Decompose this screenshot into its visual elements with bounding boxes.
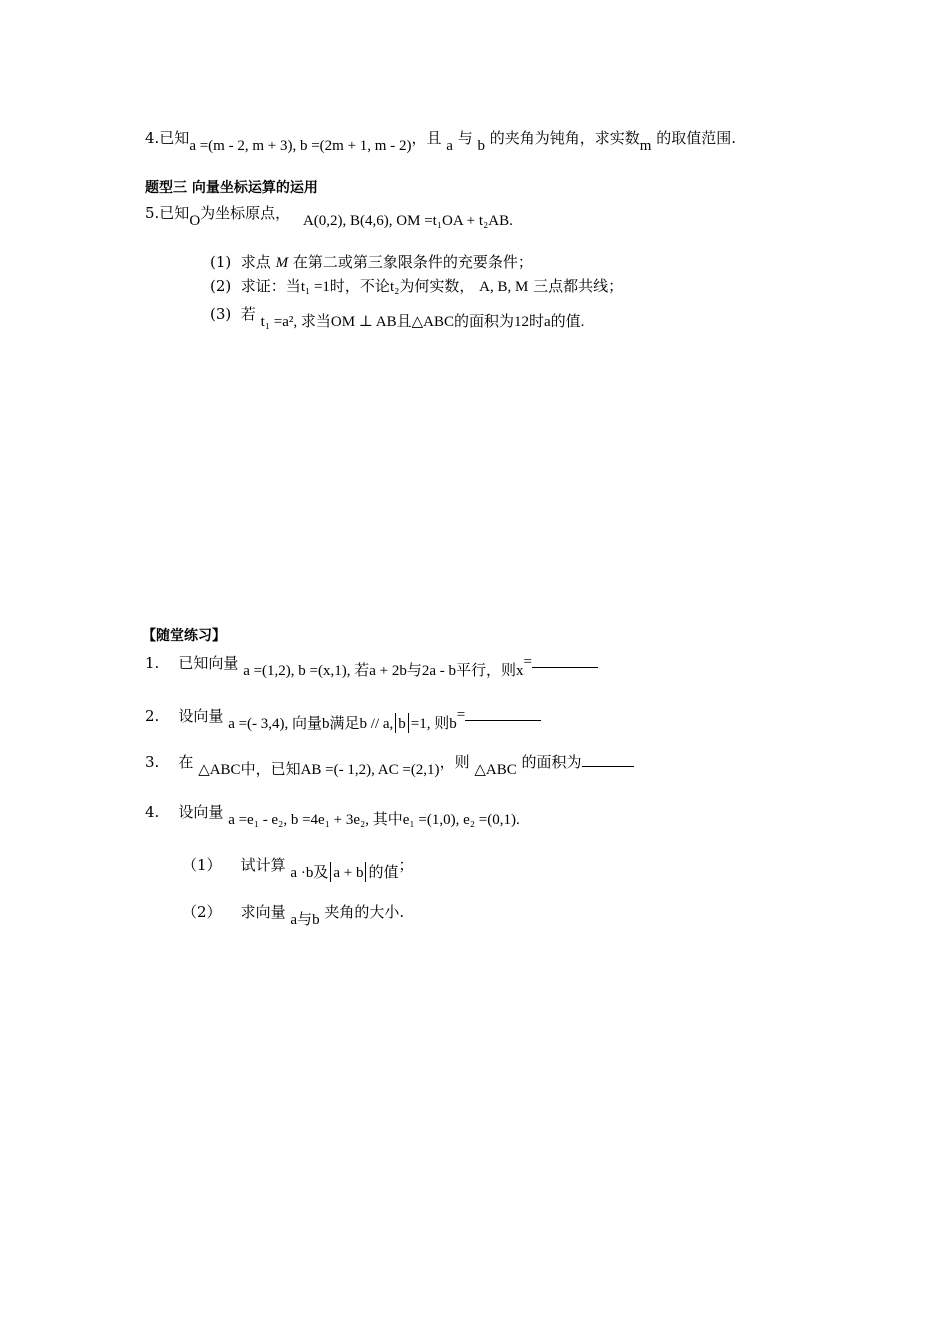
item-number: 2. [145,707,160,725]
part-text: 在第二或第三象限条件的充要条件； [292,253,533,271]
sub-label: （1） [182,856,222,874]
item-expression: △ABC中，已知AB =(- 1,2), AC =(2,1) [198,762,440,778]
triangle-ABC: △ABC [474,762,517,778]
q4-text: 的取值范围. [656,129,737,147]
q4-var-m: m [639,138,652,154]
part-label: (1) [210,253,232,271]
question-4 [145,128,737,154]
points-ABM: A, B, M [479,279,529,295]
q4-vector-a: a [446,138,453,154]
part-text: 求证：当 [240,277,301,295]
practice-4-part-1 [182,855,414,881]
item-number: 3. [145,753,160,771]
point-M: M [275,255,289,271]
q5-expression: A(0,2), B(4,6), OM =t₁OA + t₂AB. [302,213,513,229]
equals-sign: = [456,707,466,723]
sub-text-tail: 夹角的大小. [324,903,405,921]
item-expression: a =e₁ - e₂, b =4e₁ + 3e₂, 其中e₁ =(1,0), e₂ =(0,1). [228,812,520,828]
sub-text-end: ； [398,856,414,874]
item-text: 设向量 [178,803,224,821]
q5-part-1 [210,252,533,273]
item-number: 1. [145,654,160,672]
item-text: 设向量 [178,707,224,725]
q4-text: ，且 [411,129,442,147]
part-text: 时，不论 [329,277,390,295]
practice-4-part-2 [182,902,405,928]
q4-text: 与 [457,129,473,147]
part-text: 为何实数， [399,277,475,295]
q5-origin-O: O [189,213,201,229]
practice-item-1 [145,653,598,679]
item-expression-tail: =1, 则b [410,716,457,732]
item-text: 在 [178,753,194,771]
item-text: ，则 [439,753,470,771]
q4-vector-expression: a =(m - 2, m + 3), b =(2m + 1, m - 2) [189,138,412,154]
item-expression: a =(- 3,4), 向量b满足b // a, [228,716,394,732]
equals-sign: = [523,654,532,670]
q5-text: 为坐标原点， [200,204,291,222]
sub-label: （2） [182,903,222,921]
item-text: 的面积为 [521,753,582,771]
item-number: 4. [145,803,160,821]
section-heading: 题型三 向量坐标运算的运用 [145,180,318,196]
q4-vector-b: b [477,138,485,154]
sub-expression: a ·b及 [290,865,329,881]
sub-expression: a与b [290,912,320,928]
question-5 [145,203,513,229]
answer-blank [582,754,634,767]
q5-number: 5.已知 [145,204,190,222]
practice-item-2 [145,706,541,732]
practice-item-4 [145,802,520,828]
sub-text: 求向量 [240,903,286,921]
item-text: 已知向量 [178,654,239,672]
answer-blank [532,655,598,668]
sub-text-tail: 的值 [368,863,399,881]
q4-text: 的夹角为钝角，求实数 [489,129,640,147]
practice-item-3 [145,752,634,778]
q5-part-2 [210,276,623,297]
t1-condition: t₁ =1 [300,279,330,295]
item-expression: a =(1,2), b =(x,1), 若a + 2b与2a - b平行，则x [243,663,524,679]
var-t2: t₂ [389,279,400,295]
part-label: (3) [210,305,232,323]
practice-heading: 【随堂练习】 [142,628,226,644]
part-text: 求点 [240,253,271,271]
sub-text: 试计算 [240,856,286,874]
part-text: 若 [240,305,256,323]
q4-number: 4.已知 [145,129,190,147]
answer-blank [465,708,541,721]
part-label: (2) [210,277,232,295]
q5-part-3 [210,304,585,330]
abs-value: a + b [333,865,364,881]
part-text: 三点都共线； [533,277,624,295]
part-expression: t₁ =a², 求当OM ⊥ AB且△ABC的面积为12时a的值. [260,314,585,330]
abs-value: b [398,716,406,732]
